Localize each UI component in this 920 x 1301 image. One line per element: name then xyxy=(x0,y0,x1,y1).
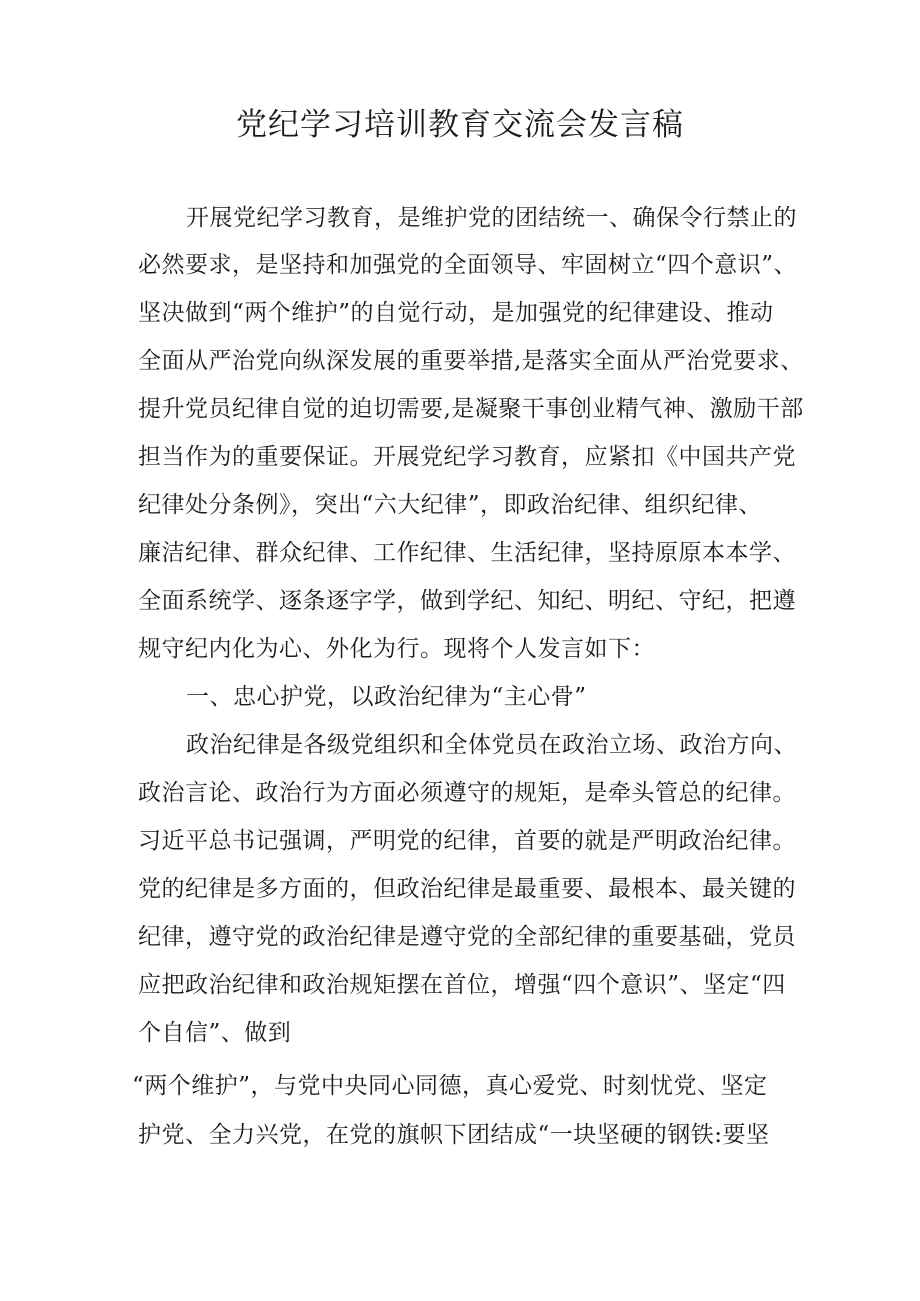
paragraph-line: 习近平总书记强调，严明党的纪律，首要的就是严明政治纪律。 xyxy=(138,828,796,854)
paragraph-line: 政治纪律是各级党组织和全体党员在政治立场、政治方向、 xyxy=(186,732,797,758)
paragraph-line: 担当作为的重要保证。开展党纪学习教育，应紧扣《中国共产党 xyxy=(138,444,796,470)
paragraph-line: 全面系统学、逐条逐字学，做到学纪、知纪、明纪、守纪，把遵 xyxy=(138,588,796,614)
paragraph-line: 政治言论、政治行为方面必须遵守的规矩，是牵头管总的纪律。 xyxy=(138,780,796,806)
paragraph-line: “两个维护”，与党中央同心同德，真心爱党、时刻忧党、坚定 xyxy=(132,1073,768,1099)
paragraph-line: 护党、全力兴党，在党的旗帜下团结成“一块坚硬的钢铁:要坚 xyxy=(138,1122,770,1148)
paragraph-line: 纪律，遵守党的政治纪律是遵守党的全部纪律的重要基础，党员 xyxy=(138,924,796,950)
paragraph-line: 全面从严治党向纵深发展的重要举措,是落实全面从严治党要求、 xyxy=(138,348,804,374)
paragraph-line: 开展党纪学习教育，是维护党的团结统一、确保令行禁止的 xyxy=(186,205,797,231)
paragraph-line: 提升党员纪律自觉的迫切需要,是凝聚干事创业精气神、激励干部 xyxy=(138,396,804,422)
paragraph-line: 必然要求，是坚持和加强党的全面领导、牢固树立“四个意识”、 xyxy=(138,252,798,278)
section-heading: 一、忠心护党，以政治纪律为“主心骨” xyxy=(186,684,587,710)
paragraph-line: 应把政治纪律和政治规矩摆在首位，增强“四个意识”、坚定“四 xyxy=(138,972,786,998)
document-title: 党纪学习培训教育交流会发言稿 xyxy=(236,107,684,143)
paragraph-line: 规守纪内化为心、外化为行。现将个人发言如下： xyxy=(138,636,655,662)
paragraph-line: 廉洁纪律、群众纪律、工作纪律、生活纪律，坚持原原本本学、 xyxy=(138,540,796,566)
paragraph-line: 坚决做到“两个维护”的自觉行动，是加强党的纪律建设、推动 xyxy=(138,300,774,326)
paragraph-line: 党的纪律是多方面的，但政治纪律是最重要、最根本、最关键的 xyxy=(138,876,796,902)
paragraph-line: 纪律处分条例》，突出“六大纪律”，即政治纪律、组织纪律、 xyxy=(138,492,763,518)
paragraph-line: 个自信”、做到 xyxy=(138,1020,292,1046)
